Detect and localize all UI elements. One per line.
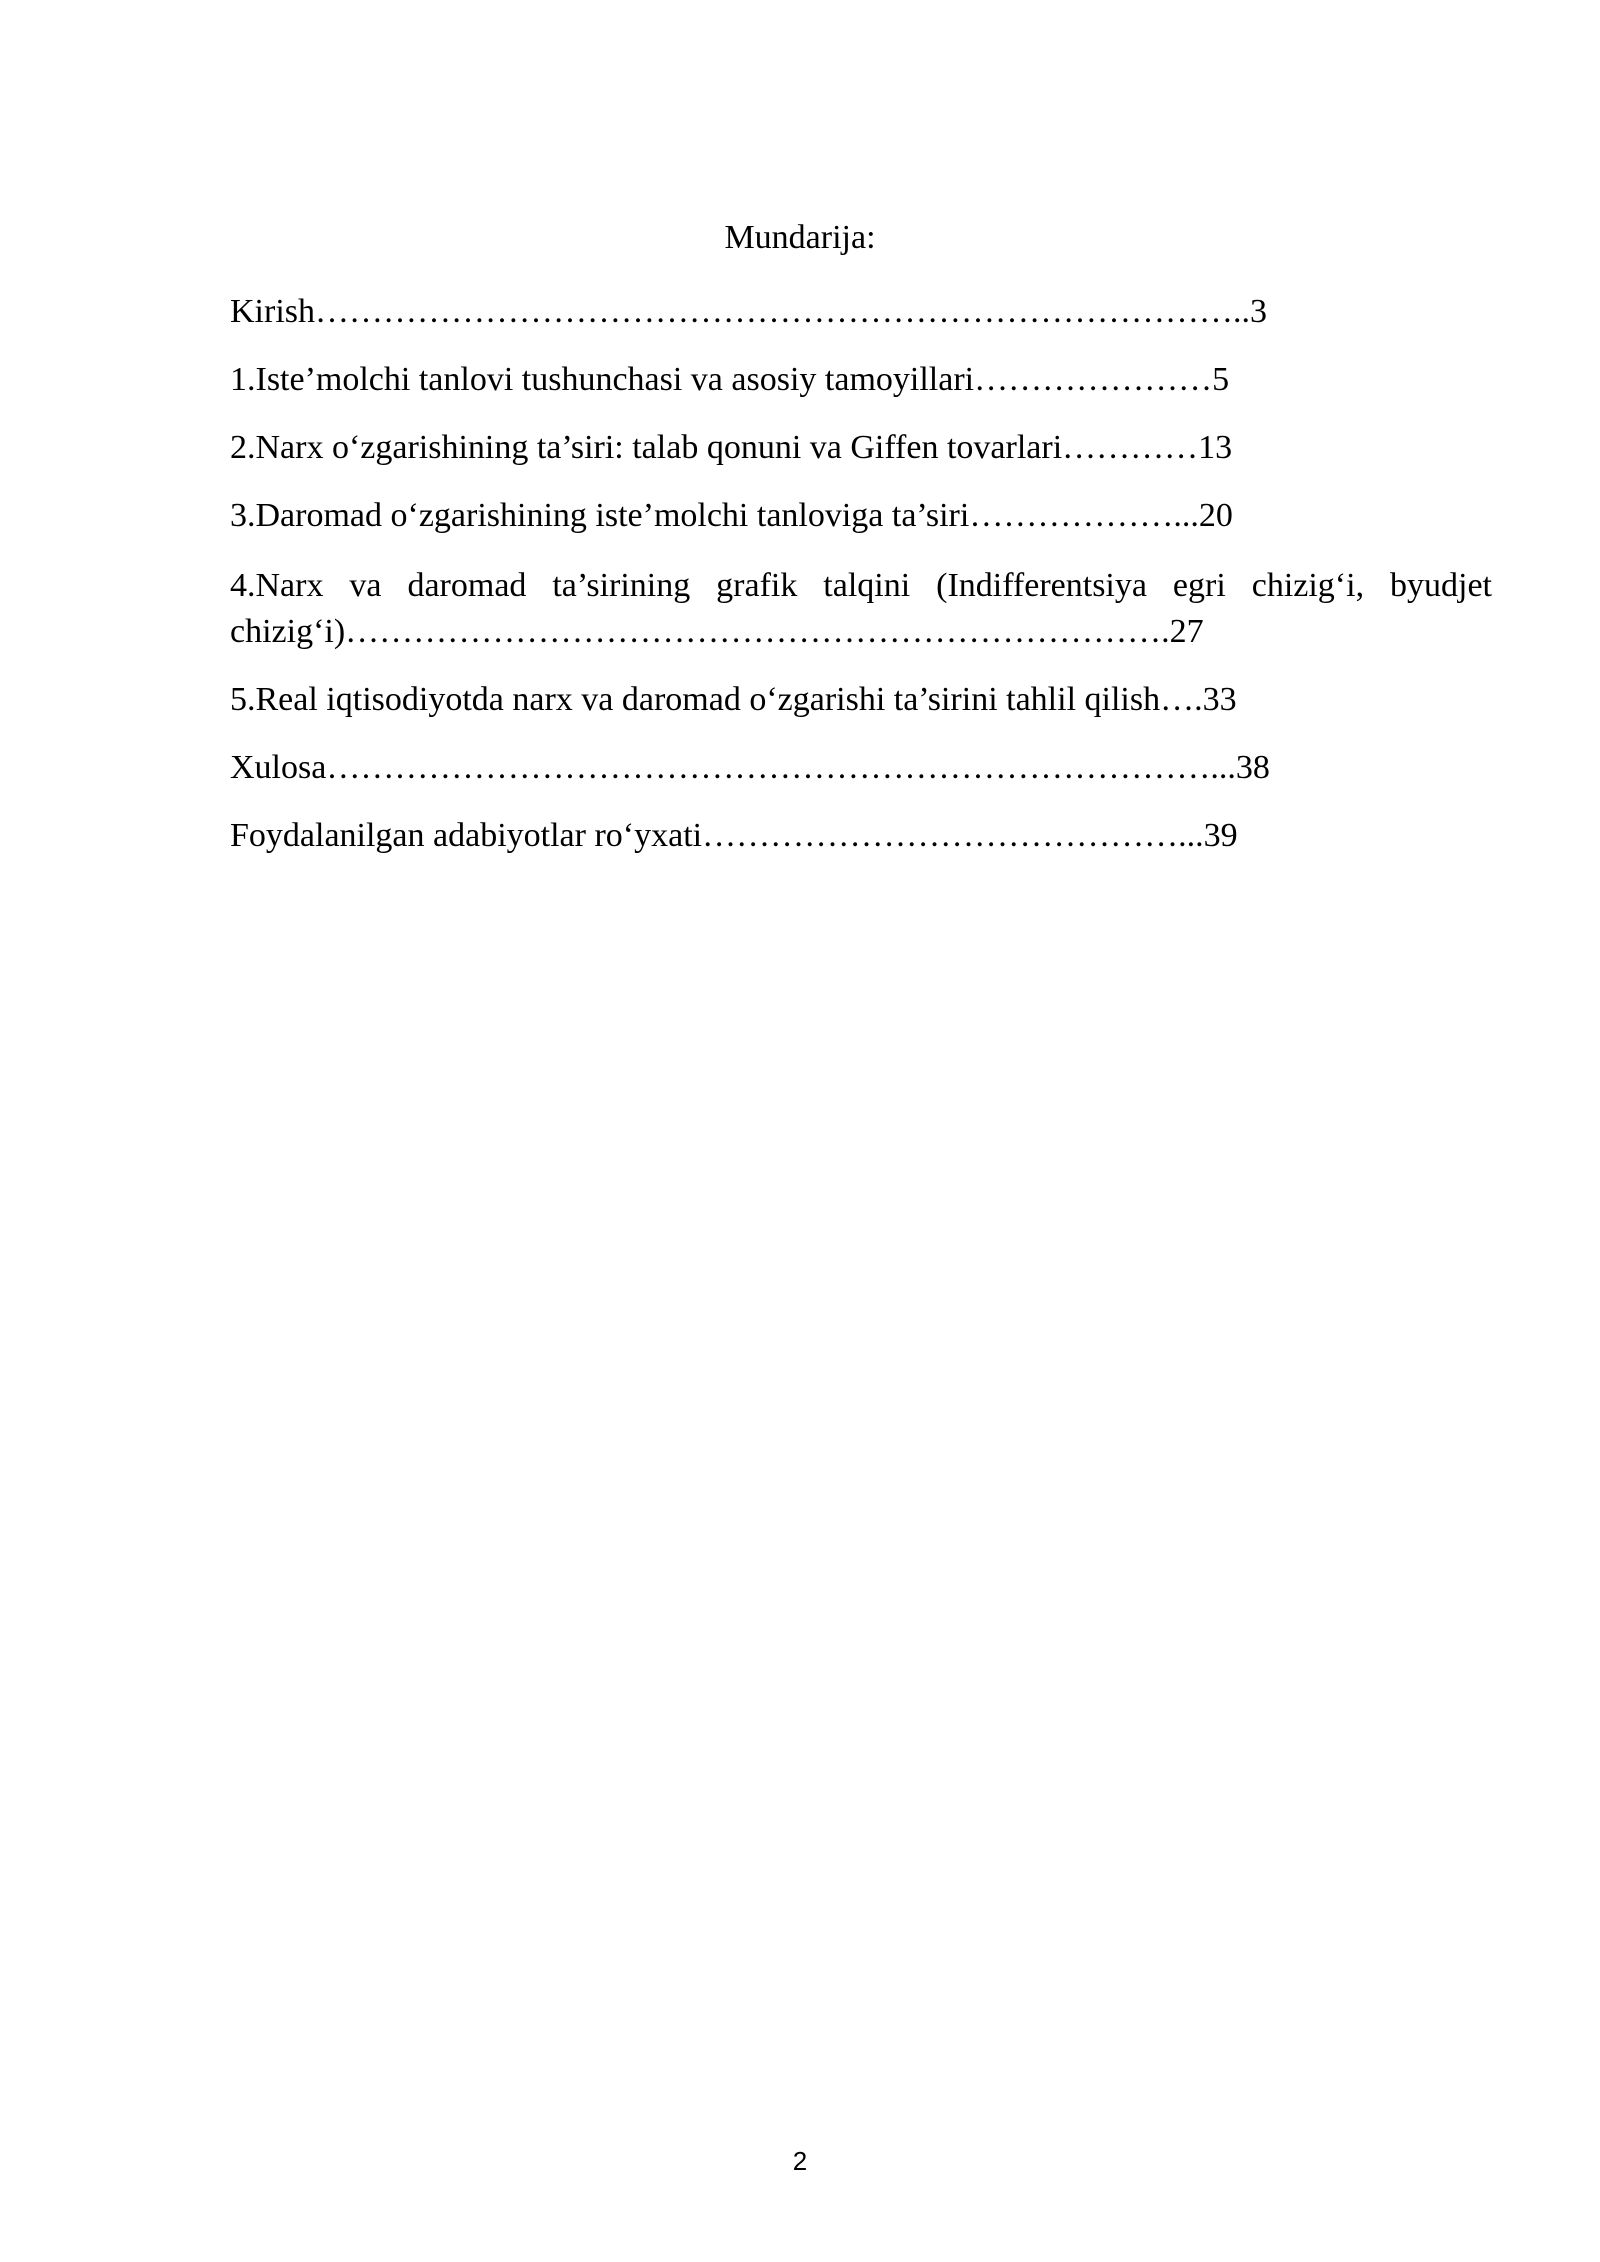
toc-entry-adabiyotlar: Foydalanilgan adabiyotlar ro‘yxati……………………………………...39 <box>230 817 1238 854</box>
toc-entry-3: 3.Daromad o‘zgarishining iste’molchi tanloviga ta’siri………………...20 <box>230 497 1233 534</box>
page-number: 2 <box>792 2146 808 2176</box>
toc-entry-5: 5.Real iqtisodiyotda narx va daromad o‘zgarishi ta’sirini tahlil qilish….33 <box>230 681 1237 718</box>
toc-entry-xulosa: Xulosa……………………………………………………………………...38 <box>230 749 1270 786</box>
toc-entry-2: 2.Narx o‘zgarishining ta’siri: talab qonuni va Giffen tovarlari…………13 <box>230 429 1233 466</box>
toc-title: Mundarija: <box>724 219 876 256</box>
toc-entry-4-line-2: chizig‘i)……………………………………………………………….27 <box>230 613 1204 650</box>
toc-entry-4-line-1: 4.Narx va daromad ta’sirining grafik talqini (Indifferentsiya egri chizig‘i, byudjet <box>230 567 1492 604</box>
toc-entry-kirish: Kirish………………………………………………………………………..3 <box>230 293 1267 330</box>
toc-entry-1: 1.Iste’molchi tanlovi tushunchasi va asosiy tamoyillari…………………5 <box>230 361 1230 398</box>
